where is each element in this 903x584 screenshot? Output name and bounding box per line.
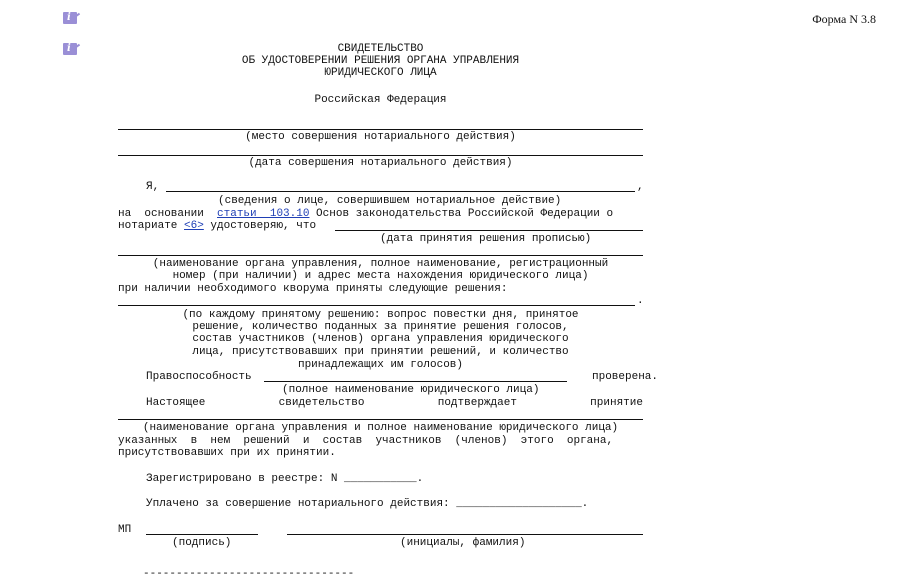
- seal-label: МП: [118, 524, 132, 536]
- stated-line-2: присутствовавших при их принятии.: [118, 447, 336, 459]
- legal-name-caption: (полное наименование юридического лица): [282, 384, 540, 396]
- notary-line: нотариате <6> удостоверяю, что: [118, 220, 317, 232]
- country-name: Российская Федерация: [314, 94, 447, 106]
- org-field-line: [118, 255, 643, 256]
- decisions-caption-4: лица, присутствовавших при принятии решений, и количество: [192, 346, 569, 358]
- signature-line: [146, 534, 258, 535]
- info-icon[interactable]: [63, 12, 77, 24]
- date-field-line: [118, 155, 643, 156]
- date-caption: (дата совершения нотариального действия): [248, 157, 513, 169]
- footnote-separator: --------------------------------: [143, 568, 355, 580]
- initials-line: [287, 534, 643, 535]
- article-link[interactable]: статьи 103.10: [217, 208, 310, 220]
- registry-line: Зарегистрировано в реестре: N ___________.: [146, 473, 424, 485]
- stated-line-1: указанных в нем решений и состав участников (членов) этого органа,: [118, 435, 614, 447]
- decision-date-caption: (дата принятия решения прописью): [380, 233, 592, 245]
- basis-line: на основании статьи 103.10 Основ законодательства Российской Федерации о: [118, 208, 614, 220]
- decision-date-line: [335, 230, 643, 231]
- decisions-caption-1: (по каждому принятому решению: вопрос повестки дня, принятое: [182, 309, 579, 321]
- info-icon[interactable]: [63, 43, 77, 55]
- org-caption-2: номер (при наличии) и адрес места нахождения юридического лица): [172, 270, 589, 282]
- checked-label: проверена.: [592, 371, 659, 383]
- signature-caption: (подпись): [172, 537, 232, 549]
- decisions-caption-5: принадлежащих им голосов): [297, 359, 464, 371]
- decisions-caption-3: состав участников (членов) органа управления юридического: [192, 333, 569, 345]
- legal-name-field-line: [264, 381, 567, 382]
- initials-caption: (инициалы, фамилия): [400, 537, 526, 549]
- document-title-line-1: СВИДЕТЕЛЬСТВО: [337, 43, 424, 55]
- capacity-label: Правоспособность: [146, 371, 252, 383]
- place-field-line: [118, 129, 643, 130]
- place-caption: (место совершения нотариального действия): [245, 131, 516, 143]
- decisions-field-line: [118, 305, 635, 306]
- confirm-line: Настоящее свидетельство подтверждает принятие: [146, 397, 643, 409]
- quorum-text: при наличии необходимого кворума приняты следующие решения:: [118, 283, 508, 295]
- footnote-6-link[interactable]: <6>: [184, 220, 204, 232]
- form-number: Форма N 3.8: [812, 12, 876, 26]
- person-field-line: [166, 191, 635, 192]
- period: .: [637, 295, 644, 307]
- document-title-line-2: ОБ УДОСТОВЕРЕНИИ РЕШЕНИЯ ОРГАНА УПРАВЛЕНИЯ: [241, 55, 520, 67]
- decisions-caption-2: решение, количество поданных за принятие решения голосов,: [192, 321, 569, 333]
- ya-label: Я,: [146, 181, 160, 193]
- person-caption: (сведения о лице, совершившем нотариальное действие): [218, 195, 562, 207]
- comma: ,: [637, 181, 644, 193]
- document-title-line-3: ЮРИДИЧЕСКОГО ЛИЦА: [324, 67, 437, 79]
- body-name-caption: (наименование органа управления и полное наименование юридического лица): [142, 422, 619, 434]
- org-caption-1: (наименование органа управления, полное наименование, регистрационный: [152, 258, 609, 270]
- fee-line: Уплачено за совершение нотариального действия: ___________________.: [146, 498, 589, 510]
- body-name-field-line: [118, 419, 643, 420]
